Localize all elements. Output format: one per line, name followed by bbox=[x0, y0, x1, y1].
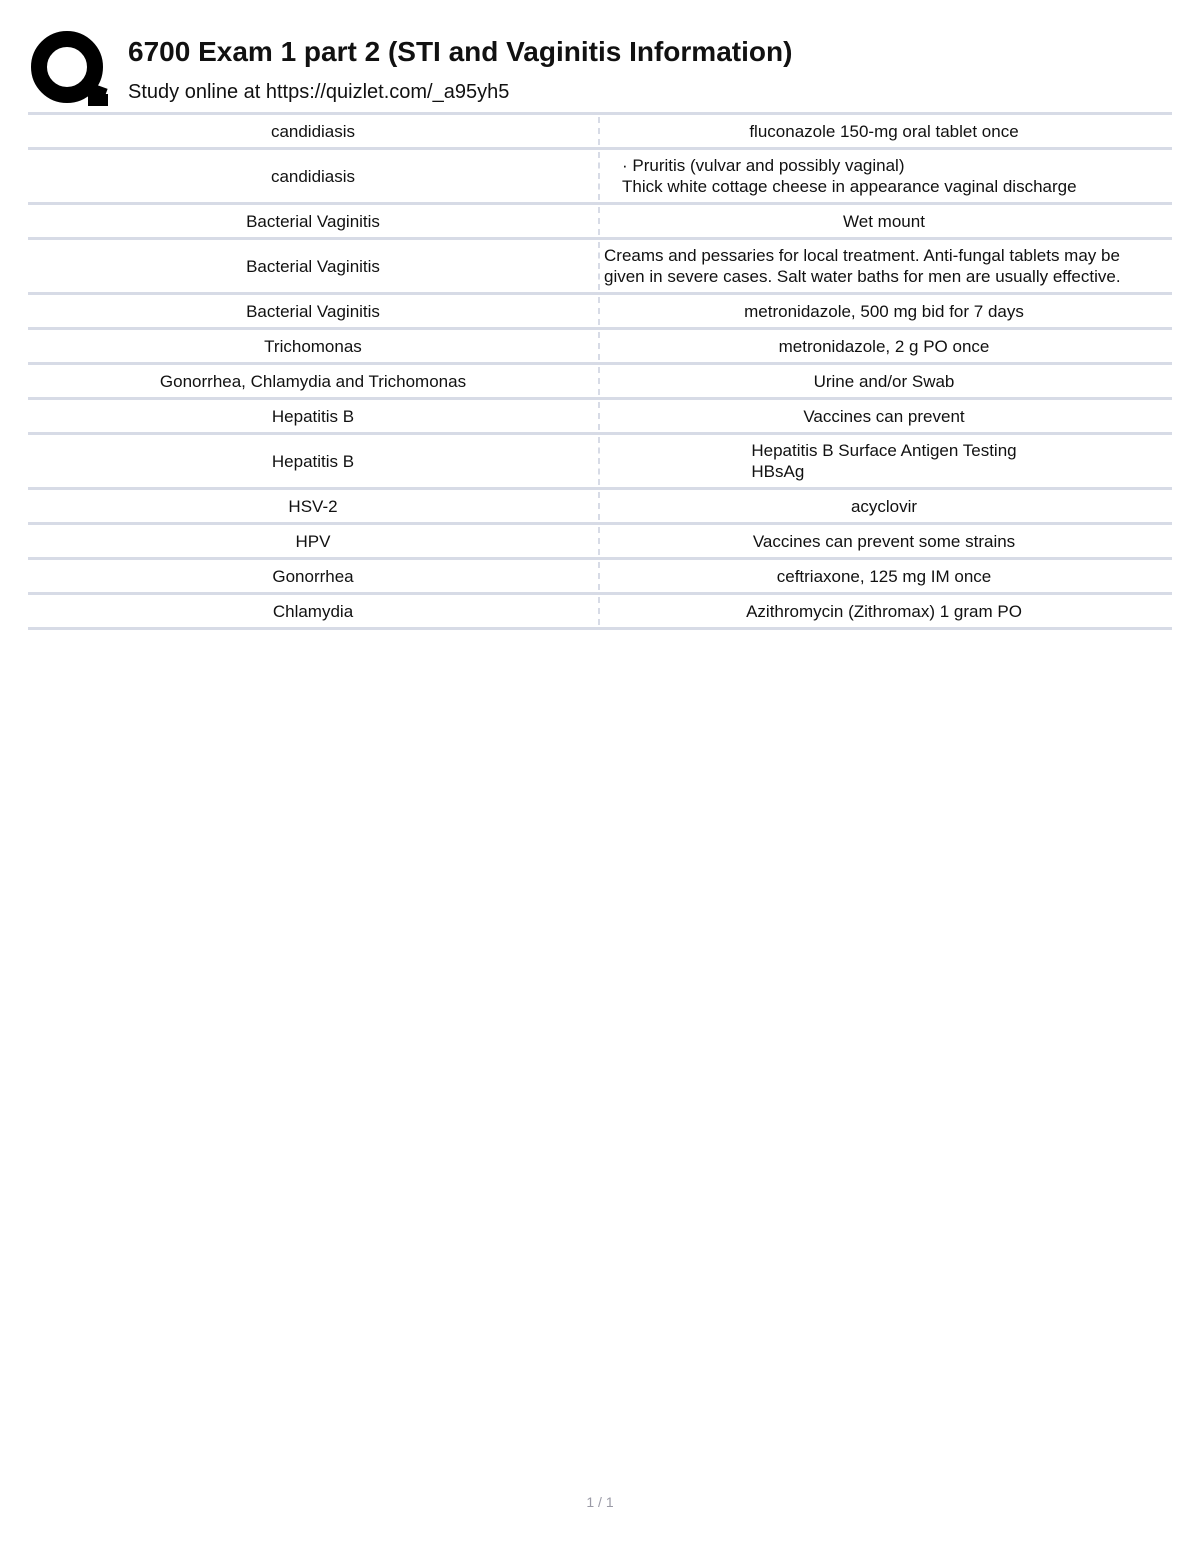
card-term: Gonorrhea bbox=[28, 562, 600, 590]
flashcard-row bbox=[28, 115, 1172, 150]
card-definition: Azithromycin (Zithromax) 1 gram PO bbox=[746, 601, 1022, 621]
flashcard-row bbox=[28, 490, 1172, 525]
card-definition: metronidazole, 2 g PO once bbox=[778, 336, 990, 356]
card-term: candidiasis bbox=[28, 117, 600, 145]
card-definition: fluconazole 150-mg oral tablet once bbox=[749, 121, 1019, 141]
card-term: Bacterial Vaginitis bbox=[28, 297, 600, 325]
card-definition: Wet mount bbox=[843, 211, 925, 231]
card-definition: Creams and pessaries for local treatment. Anti-fungal tablets may be given in severe cases. Salt water baths for men are usually effective. bbox=[604, 246, 1121, 286]
card-definition: ceftriaxone, 125 mg IM once bbox=[776, 566, 992, 586]
flashcard-row bbox=[28, 295, 1172, 330]
flashcard-row bbox=[28, 400, 1172, 435]
card-term: Chlamydia bbox=[28, 597, 600, 625]
card-definition: · Pruritis (vulvar and possibly vaginal) Thick white cottage cheese in appearance vaginal discharge bbox=[622, 156, 1077, 196]
flashcard-row bbox=[28, 560, 1172, 595]
flashcard-table bbox=[28, 112, 1172, 630]
card-term: Hepatitis B bbox=[28, 437, 600, 485]
card-term: Hepatitis B bbox=[28, 402, 600, 430]
flashcard-row bbox=[28, 205, 1172, 240]
flashcard-row bbox=[28, 240, 1172, 295]
card-term: HPV bbox=[28, 527, 600, 555]
card-definition: Vaccines can prevent bbox=[803, 406, 965, 426]
card-definition-text: Hepatitis B Surface Antigen Testing HBsAg bbox=[751, 441, 1017, 481]
card-definition: metronidazole, 500 mg bid for 7 days bbox=[744, 301, 1024, 321]
flashcard-row bbox=[28, 365, 1172, 400]
card-term: Trichomonas bbox=[28, 332, 600, 360]
card-definition: acyclovir bbox=[850, 496, 918, 516]
flashcard-row bbox=[28, 595, 1172, 630]
document-header bbox=[30, 28, 1170, 110]
page-title: 6700 Exam 1 part 2 (STI and Vaginitis Information) bbox=[128, 36, 793, 67]
card-term: Bacterial Vaginitis bbox=[28, 242, 600, 290]
quizlet-q-logo-icon bbox=[30, 30, 108, 108]
flashcard-row bbox=[28, 330, 1172, 365]
flashcard-row bbox=[28, 525, 1172, 560]
flashcard-row bbox=[28, 435, 1172, 490]
card-term: HSV-2 bbox=[28, 492, 600, 520]
card-term: Bacterial Vaginitis bbox=[28, 207, 600, 235]
card-definition: Vaccines can prevent some strains bbox=[752, 531, 1016, 551]
page-number: 1 / 1 bbox=[586, 1494, 614, 1510]
card-definition: Urine and/or Swab bbox=[813, 371, 955, 391]
card-term: candidiasis bbox=[28, 152, 600, 200]
card-definition bbox=[600, 437, 1172, 485]
flashcard-row bbox=[28, 150, 1172, 205]
study-online-link[interactable]: Study online at https://quizlet.com/_a95yh5 bbox=[128, 81, 510, 103]
card-term: Gonorrhea, Chlamydia and Trichomonas bbox=[28, 367, 600, 395]
